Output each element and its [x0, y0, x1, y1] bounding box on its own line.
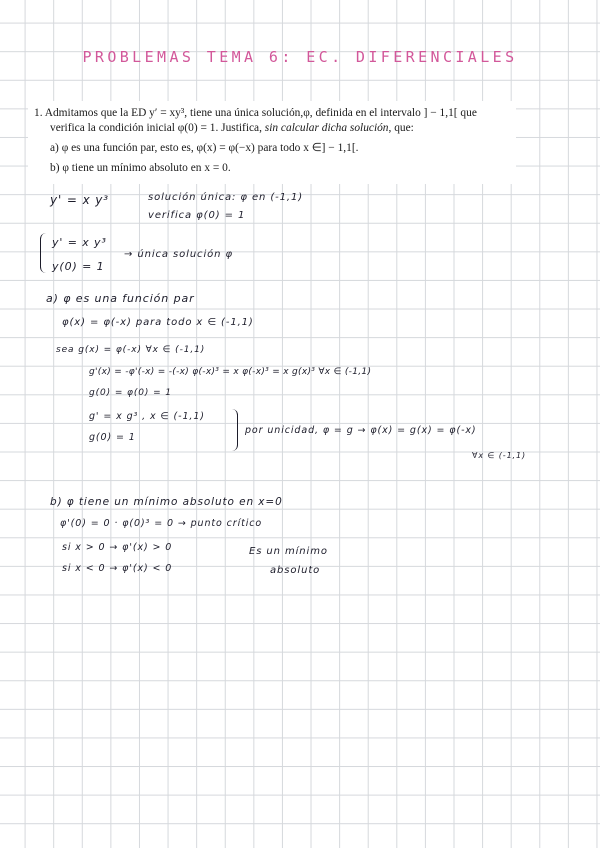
statement-text-2b: , que:	[388, 122, 414, 134]
hw-part-a-derivative: g'(x) = -φ'(-x) = -(-x) φ(-x)³ = x φ(-x)³ = x g(x)³ ∀x ∈ (-1,1)	[89, 367, 372, 377]
hw-system-brace	[40, 233, 49, 273]
hw-part-b-heading: b) φ tiene un mínimo absoluto en x=0	[50, 496, 283, 508]
hw-part-b-critical: φ'(0) = 0 · φ(0)³ = 0 → punto crítico	[60, 518, 263, 529]
statement-item-b: b) φ tiene un mínimo absoluto en x = 0.	[50, 162, 231, 174]
hw-part-b-negative: si x < 0 → φ'(x) < 0	[62, 563, 173, 574]
hw-part-b-minimum: Es un mínimo	[249, 546, 328, 557]
problem-number: 1.	[34, 107, 43, 119]
hw-part-a-brace	[232, 409, 238, 451]
hw-ode: y' = x y³	[50, 193, 110, 207]
problem-statement	[28, 101, 516, 184]
statement-line-1	[34, 106, 508, 121]
hw-system-ode: y' = x y³	[52, 236, 107, 249]
hw-part-a-heading: a) φ es una función par	[46, 292, 195, 305]
statement-item-a: a) φ es una función par, esto es, φ(x) = φ(−x) para todo x ∈] − 1,1[.	[50, 142, 359, 154]
hw-part-a-conclusion: por unicidad, φ = g → φ(x) = g(x) = φ(-x)	[245, 425, 477, 436]
hw-part-b-absolute: absoluto	[270, 565, 321, 576]
statement-text-2-italic: sin calcular dicha solución	[264, 122, 389, 134]
page-title: PROBLEMAS TEMA 6: EC. DIFERENCIALES	[82, 48, 518, 66]
statement-text-2a: verifica la condición inicial φ(0) = 1. Justifica,	[50, 122, 265, 134]
hw-part-a-definition: φ(x) = φ(-x) para todo x ∈ (-1,1)	[62, 317, 254, 328]
hw-part-a-system-ic: g(0) = 1	[89, 432, 136, 443]
hw-system-conclusion: → única solución φ	[124, 249, 233, 260]
hw-part-b-positive: si x > 0 → φ'(x) > 0	[62, 542, 173, 553]
hw-verifies: verifica φ(0) = 1	[148, 210, 246, 221]
hw-part-a-g0: g(0) = φ(0) = 1	[89, 388, 172, 398]
hw-part-a-forall: ∀x ∈ (-1,1)	[472, 451, 527, 460]
statement-text-1: Admitamos que la ED y′ = xy³, tiene una única solución,φ, definida en el intervalo ] − 1,1[ que	[44, 107, 477, 119]
hw-part-a-let-g: sea g(x) = φ(-x) ∀x ∈ (-1,1)	[56, 345, 206, 355]
hw-system-ic: y(0) = 1	[52, 260, 105, 273]
hw-part-a-system-ode: g' = x g³ , x ∈ (-1,1)	[89, 411, 205, 422]
statement-line-2	[34, 121, 508, 136]
hw-unique-solution: solución única: φ en (-1,1)	[148, 192, 304, 203]
